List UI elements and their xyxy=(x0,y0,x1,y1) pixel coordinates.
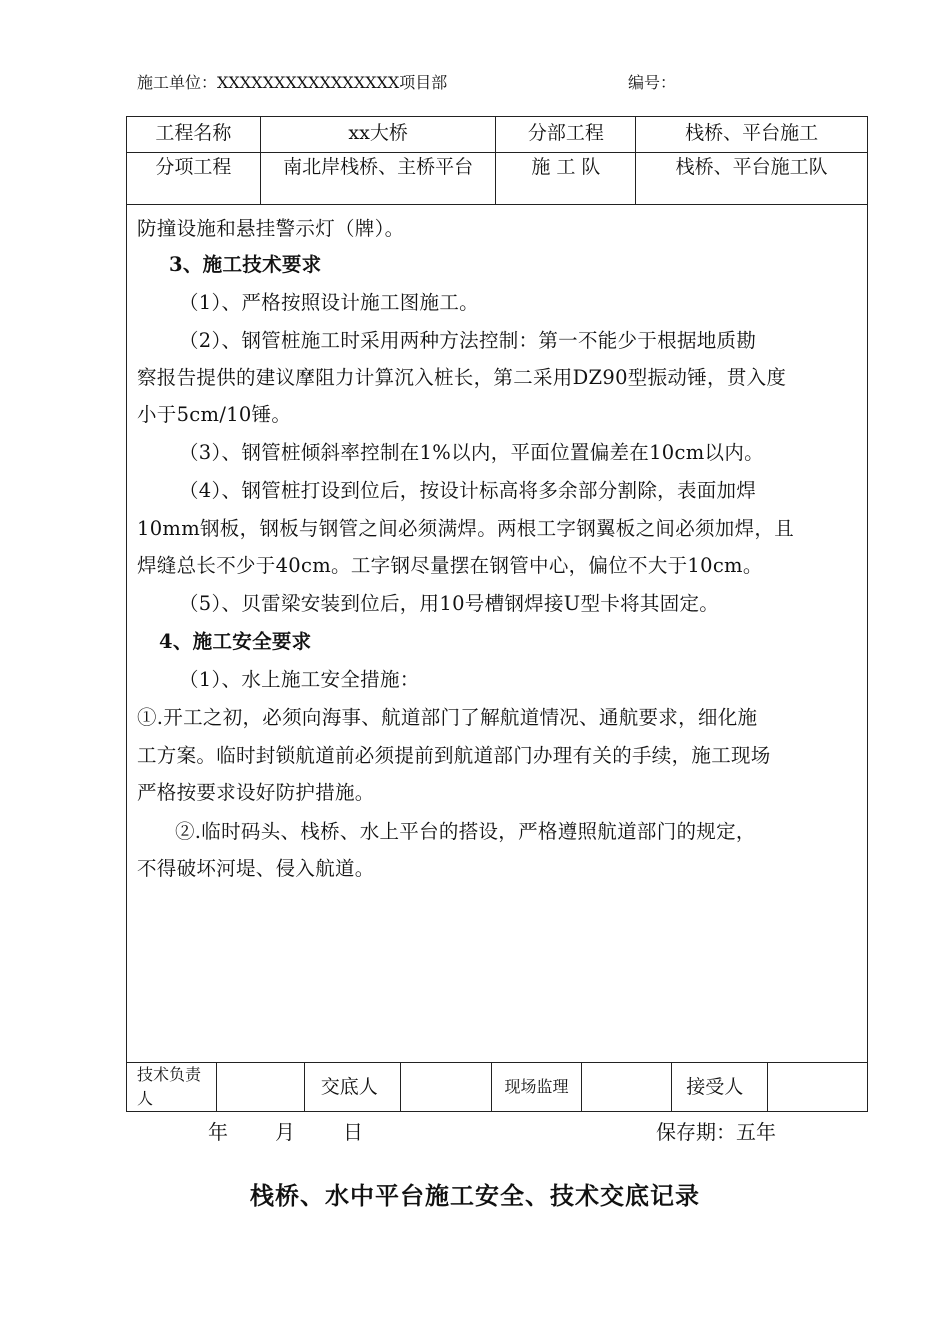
construction-unit: 施工单位：XXXXXXXXXXXXXXXX项目部 xyxy=(137,73,448,92)
signature-row xyxy=(127,1063,868,1112)
info-row-2 xyxy=(127,153,868,205)
tech-lead-label: 技术负责人 xyxy=(127,1063,217,1112)
receiver-signature-field[interactable] xyxy=(768,1063,868,1112)
content-line: 小于5cm/10锤。 xyxy=(137,403,292,426)
content-line: （1）、严格按照设计施工图施工。 xyxy=(179,291,479,314)
content-line: 防撞设施和悬挂警示灯（牌）。 xyxy=(137,217,405,240)
document-title: 栈桥、水中平台施工安全、技术交底记录 xyxy=(250,1181,700,1210)
content-line: （4）、钢管桩打设到位后，按设计标高将多余部分割除，表面加焊 xyxy=(179,479,757,502)
receiver-label: 接受人 xyxy=(672,1063,768,1112)
content-line: 不得破坏河堤、侵入航道。 xyxy=(137,857,375,880)
date-day: 日 xyxy=(343,1120,363,1144)
sub-project-label: 分部工程 xyxy=(496,117,636,153)
content-line: 10mm钢板，钢板与钢管之间必须满焊。两根工字钢翼板之间必须加焊，且 xyxy=(137,517,794,540)
content-line: 工方案。临时封锁航道前必须提前到航道部门办理有关的手续，施工现场 xyxy=(137,744,771,767)
content-line: ①.开工之初，必须向海事、航道部门了解航道情况、通航要求，细化施 xyxy=(137,706,758,729)
handover-label: 交底人 xyxy=(304,1063,400,1112)
item-project-value: 南北岸栈桥、主桥平台 xyxy=(260,153,496,205)
signature-table xyxy=(126,1062,868,1112)
info-row-1 xyxy=(127,117,868,153)
project-name-value: xx大桥 xyxy=(260,117,496,153)
supervisor-signature-field[interactable] xyxy=(582,1063,672,1112)
date-month: 月 xyxy=(275,1120,295,1144)
content-line: ②.临时码头、栈桥、水上平台的搭设，严格遵照航道部门的规定， xyxy=(175,820,756,843)
content-line: （3）、钢管桩倾斜率控制在1%以内，平面位置偏差在10cm以内。 xyxy=(179,441,764,464)
section-heading-safety: 4、施工安全要求 xyxy=(159,630,312,653)
construction-team-value: 栈桥、平台施工队 xyxy=(636,153,868,205)
retention-period: 保存期：五年 xyxy=(656,1120,776,1144)
project-name-label: 工程名称 xyxy=(127,117,261,153)
item-project-label: 分项工程 xyxy=(127,153,261,205)
disclosure-content xyxy=(126,204,868,1063)
content-line: 严格按要求设好防护措施。 xyxy=(137,781,375,804)
supervisor-label: 现场监理 xyxy=(492,1063,582,1112)
content-line: （5）、贝雷梁安装到位后，用10号槽钢焊接U型卡将其固定。 xyxy=(179,592,720,615)
content-line: 察报告提供的建议摩阻力计算沉入桩长，第二采用DZ90型振动锤，贯入度 xyxy=(137,366,787,389)
content-line: 焊缝总长不少于40cm。工字钢尽量摆在钢管中心，偏位不大于10cm。 xyxy=(137,554,763,577)
content-line: （1）、水上施工安全措施： xyxy=(179,668,420,691)
sub-project-value: 栈桥、平台施工 xyxy=(636,117,868,153)
number-label: 编号： xyxy=(628,73,677,92)
tech-lead-signature-field[interactable] xyxy=(216,1063,304,1112)
handover-signature-field[interactable] xyxy=(400,1063,492,1112)
construction-team-label: 施 工 队 xyxy=(496,153,636,205)
date-year: 年 xyxy=(208,1120,228,1144)
project-info-table xyxy=(126,116,868,205)
content-line: （2）、钢管桩施工时采用两种方法控制：第一不能少于根据地质勘 xyxy=(179,329,757,352)
section-heading-tech: 3、施工技术要求 xyxy=(169,253,322,276)
